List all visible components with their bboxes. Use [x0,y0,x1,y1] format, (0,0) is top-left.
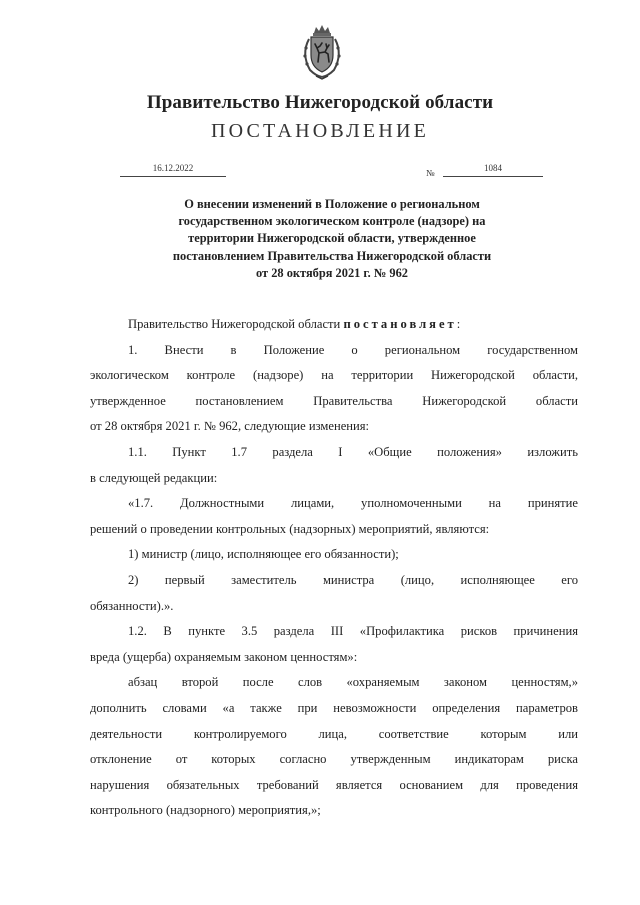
heading-line: от 28 октября 2021 г. № 962 [256,265,408,280]
coat-of-arms-icon [298,24,346,80]
paragraph-1-7 [90,491,578,542]
list-item-2 [90,568,578,619]
date-underline [120,176,226,177]
document-number: 1084 [484,163,502,173]
document-body [90,312,578,824]
heading-line: территории Нижегородской области, утвержденное [188,231,476,246]
paragraph-1-1 [90,440,578,491]
heading-line: постановлением Правительства Нижегородской области [172,248,492,263]
heading-line: государственном экологическом контроле (надзоре) на [178,214,486,229]
paragraph-line: абзац второй после слов «охраняемым законом ценностям,» [128,675,578,690]
preamble-colon: : [456,317,461,331]
paragraph-line: 2) первый заместитель министра (лицо, исполняющее его [128,572,578,587]
preamble-text: Правительство Нижегородской области [128,317,344,331]
paragraph-1-2 [90,619,578,670]
paragraph-line: отклонение от которых согласно утвержденным индикаторам риска [90,752,578,767]
paragraph-line: утвержденное постановлением Правительства Нижегородской области [90,393,578,408]
paragraph-line: контрольного (надзорного) мероприятия,»; [90,803,321,818]
paragraph-line: 1.1. Пункт 1.7 раздела I «Общие положения» изложить [128,444,578,459]
list-item-1 [90,542,578,568]
number-sign: № [426,168,435,178]
paragraph-line: 1. Внести в Положение о региональном государственном [128,342,578,357]
number-underline [443,176,543,177]
paragraph-line: деятельности контролируемого лица, соответствие которым или [90,726,578,741]
paragraph-1 [90,338,578,440]
preamble [90,312,578,338]
paragraph-line: в следующей редакции: [90,470,218,485]
paragraph-line: дополнить словами «а также при невозможности определения параметров [90,700,578,715]
document-heading [120,196,544,282]
paragraph-line: вреда (ущерба) охраняемым законом ценностям»: [90,649,358,664]
paragraph-line: от 28 октября 2021 г. № 962, следующие изменения: [90,419,370,434]
paragraph-line: решений о проведении контрольных (надзорных) мероприятий, являются: [90,521,490,536]
paragraph-line: 1.2. В пункте 3.5 раздела III «Профилактика рисков причинения [128,624,578,639]
paragraph-line: обязанности).». [90,598,174,613]
heading-line: О внесении изменений в Положение о региональном [184,197,480,211]
government-name: Правительство Нижегородской области [146,92,494,113]
paragraph-line: нарушения обязательных требований является основанием для проведения [90,777,578,792]
paragraph-line: экологическом контроле (надзоре) на территории Нижегородской области, [90,368,578,383]
paragraph-abzac [90,670,578,824]
paragraph-line: «1.7. Должностными лицами, уполномоченными на принятие [128,496,578,511]
paragraph-line: 1) министр (лицо, исполняющее его обязанности); [128,547,399,562]
document-type: ПОСТАНОВЛЕНИЕ [210,120,430,142]
decree-word: постановляет [343,317,457,331]
document-date: 16.12.2022 [152,163,194,173]
